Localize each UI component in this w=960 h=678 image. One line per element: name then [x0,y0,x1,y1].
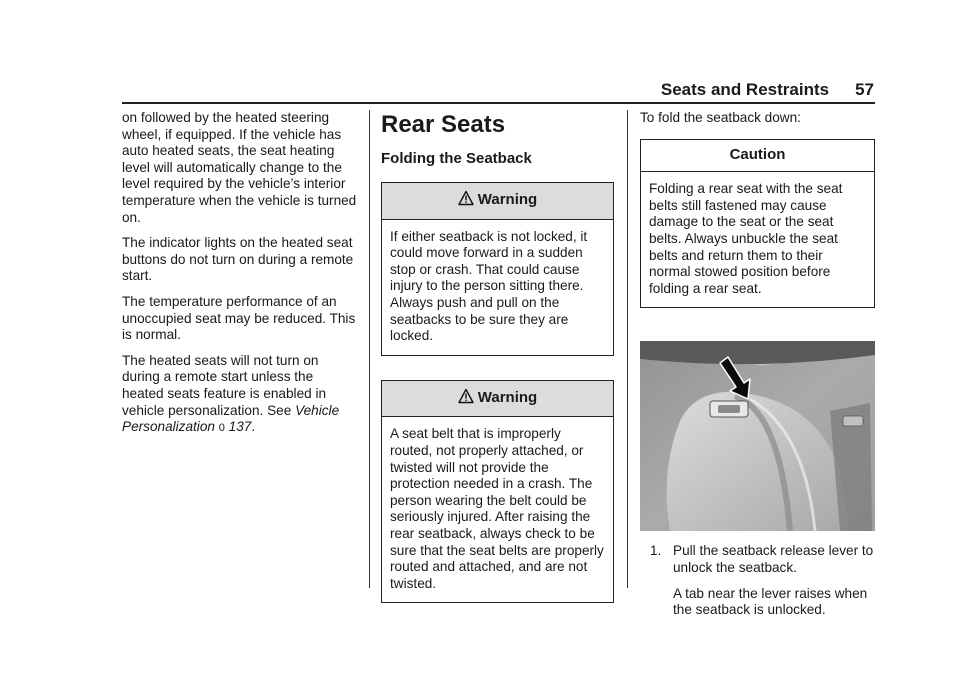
seatback-release-photo [640,341,875,531]
warning-box [381,182,614,356]
warning-triangle-icon [458,388,474,409]
paragraph: on followed by the heated steering wheel, if equipped. If the vehicle has auto heated seats, the seat heating level will automatically change to the level required by the vehicle’s interior temperature when the vehicle is turned on. [122,110,357,225]
paragraph: The indicator lights on the heated seat buttons do not turn on during a remote start. [122,235,354,284]
page-reference-icon: 0 [218,422,225,435]
paragraph-text: The heated seats will not turn on during a remote start unless the heated seats feature is enabled in vehicle personalization. See [122,352,327,418]
caution-box [640,139,875,309]
step-item [640,543,875,576]
warning-triangle-icon [458,190,474,211]
step-number: 1. [650,543,662,559]
cross-reference-title: Vehicle Personalization [122,402,340,435]
punctuation: . [251,419,256,435]
caution-header: Caution [641,140,874,173]
header-rule [122,102,875,104]
cross-reference-page: 137 [228,419,252,435]
paragraph: The temperature performance of an unoccupied seat may be reduced. This is normal. [122,293,356,343]
column-divider [627,110,628,588]
warning-label: Warning [477,191,538,208]
subsection-title: Folding the Seatback [381,150,532,167]
section-name: Seats and Restraints [660,80,830,99]
page-number: 57 [855,80,874,99]
warning-label: Warning [477,388,538,406]
warning-header [382,381,613,418]
warning-text: A seat belt that is improperly routed, not properly attached, or twisted will not provide the protection needed in a crash. The person wearing the belt could be seriously injured. After raising the rear seatback, always check to be sure that the seat belts are properly routed and attached, and are not twisted. [390,426,604,591]
column-left [122,110,358,446]
step-text: Pull the seatback release lever to unlock the seatback. [673,543,874,575]
section-title: Rear Seats [381,111,506,138]
warning-text: If either seatback is not locked, it could move forward in a sudden stop or crash. That could cause injury to the person sitting there. Always push and pull on the seatbacks to be sure they are locked. [390,228,588,344]
intro-text: To fold the seatback down: [640,110,801,125]
warning-box [381,380,614,604]
paragraph-with-reference [122,353,358,437]
column-divider [369,110,370,588]
column-middle [381,110,614,627]
column-right [640,110,875,619]
caution-text: Folding a rear seat with the seat belts still fastened may cause damage to the seat or the seat belts. Always unbuckle the seat belts and return them to their normal stowed position before folding a rear seat. [649,181,843,296]
warning-header [382,183,613,220]
step-note: A tab near the lever raises when the seatback is unlocked. [673,585,868,618]
running-head [661,80,874,100]
